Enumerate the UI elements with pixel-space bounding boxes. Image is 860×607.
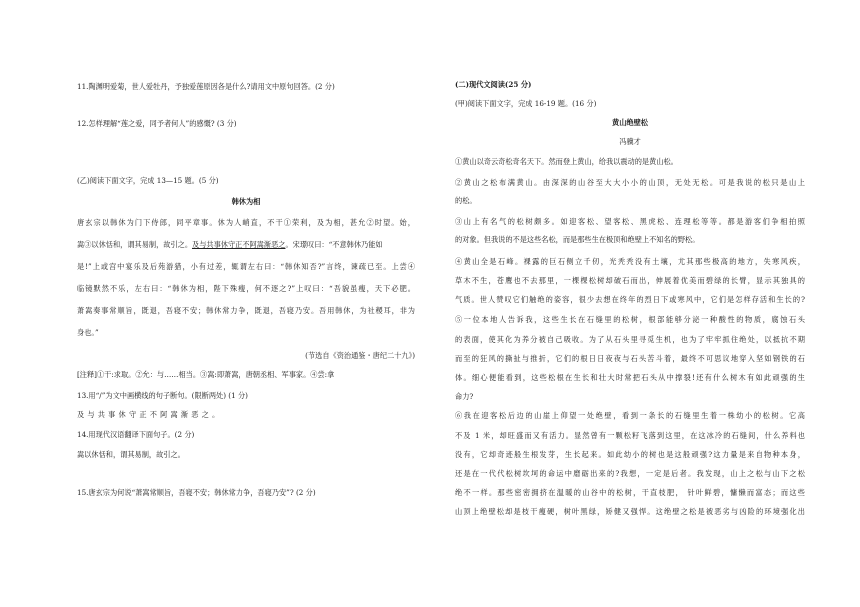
article-line: 还是在一代代松树坎坷的命运中磨砺出来的?我想，一定是后者。我发现，山上之松与山下之松	[455, 469, 805, 478]
article-line: 体。细心便能看到，这些松根在生长和壮大时常把石头从中撑裂!还有什么树木有如此顽强的生	[455, 373, 805, 382]
article-line: 山顶上绝壁松却是枝干瘦硬，树叶黑绿，矫健又强悍。这绝壁之松是被恶劣与凶险的环境强化出	[455, 507, 805, 516]
part-b-instruction: (乙)阅读下面文字，完成 13—15 题。(5 分)	[77, 176, 219, 185]
question-15: 15.唐玄宗为何说“萧嵩常顺旨，吾寝不安；韩休常力争，吾寝乃安”? (2 分)	[77, 488, 316, 497]
question-12: 12.怎样理解“莲之爱，同予者何人”的感慨? (3 分)	[77, 119, 237, 128]
passage-line-6: 身也。”	[77, 328, 99, 337]
question-14: 14.用现代汉语翻译下面句子。(2 分)	[77, 430, 195, 439]
underlined-sentence: 及与共事休守正不阿嵩渐恶之	[192, 240, 286, 249]
article-line: 命力?	[455, 392, 474, 401]
question-13: 13.用“/”为文中画横线的句子断句。(限断两处) (1 分)	[77, 391, 248, 400]
article-line: 不及 1 米，却旺盛而又有活力。显然曾有一颗松籽飞落到这里，在这冰冷的石缝间，什么养料也	[455, 431, 805, 440]
article-author: 冯骥才	[619, 137, 641, 146]
article-line: ①黄山以奇云奇松奇名天下。然而登上黄山，给我以震动的是黄山松。	[455, 157, 678, 166]
passage-source: (节选自《资治通鉴・唐纪二十九》)	[305, 351, 415, 360]
article-line: 没有，它却奇迹般生根发芽，生长起来。如此幼小的树也是这般顽强?这力量是来自物种本身，	[455, 450, 805, 459]
question-14-sentence: 嵩以休恬和，谓其易制，故引之。	[77, 450, 185, 459]
passage-line-3: 是!”上或宫中宴乐及后苑游猎，小有过差，辄谓左右曰：“韩休知否?”言终，谏疏已至。上尝④	[77, 262, 415, 271]
annotation-notes: [注释]①干:求取。②允：与……相当。③嵩:即萧嵩，唐朝丞相、军事家。④尝:拿	[77, 370, 335, 379]
article-line: ⑥我在迎客松后边的山崖上仰望一处绝壁，看到一条长的石缝里生着一株幼小的松树。它高	[455, 411, 805, 420]
article-line: 的对象。但我说的不是这些名松，而是那些生在极顶和绝壁上不知名的野松。	[455, 235, 700, 244]
question-11: 11.陶渊明爱菊，世人爱牡丹，予独爱莲原因各是什么?请用文中原句回答。(2 分)	[77, 82, 335, 91]
article-line: 的松。	[455, 196, 477, 205]
passage-line-2	[77, 240, 415, 249]
article-line: ③山上有名气的松树颇多。如迎客松、望客松、黑虎松、连理松等等。都是游客们争相拍照	[455, 217, 805, 226]
passage-line-5: 萧嵩奏事常顺旨，既退，吾寝不安；韩休常力争，既退，吾寝乃安。吾用韩休，为社稷耳，非为	[77, 306, 415, 315]
passage-line-1: 唐玄宗以韩休为门下侍郎，同平章事。休为人峭直，不干①荣利，及为相，甚允②时望。始，	[77, 218, 415, 227]
article-line: 草木不生，苍鹰也不去那里，一棵棵松树却破石而出，伸展着优美而碧绿的长臂，显示其独具的	[455, 276, 805, 285]
part-a-instruction: (甲)阅读下面文字，完成 16-19 题。(16 分)	[455, 99, 597, 108]
article-line: ②黄山之松布满黄山。由深深的山谷至大大小小的山顶，无处无松。可是我说的松只是山上	[455, 178, 805, 187]
section-heading: (二)现代文阅读(25 分)	[455, 80, 532, 89]
question-13-sentence: 及与共事休守正不阿嵩渐恶之。	[77, 410, 223, 419]
passage-line-2-start: 嵩③以休恬和，谓其易制，故引之。	[77, 240, 193, 249]
passage-line-2-end: 。宋璟叹曰：“不意韩休乃能如	[285, 240, 383, 249]
article-line: 气质。世人赞叹它们触绝的姿容，很少去想在终年的烈日下或寒风中，它们是怎样存活和生长的?	[455, 295, 805, 304]
article-line: 而至的狂风的撕扯与推折，它们的根日日夜夜与石头苦斗着，最终不可思议地穿入坚如钢铁的石	[455, 354, 805, 363]
article-line: ④黄山全是石峰。裸露的巨石侧立千仞，光秃秃没有土壤，尤其那些极高的地方，失寒风疾，	[455, 257, 805, 266]
passage-title: 韩休为相	[231, 197, 261, 206]
article-line: ⑤一位本地人告诉我，这些生长在石缝里的松树，根部能够分泌一种酸性的物质，腐蚀石头	[455, 315, 805, 324]
article-line: 绝不一样。那些密密拥挤在温暖的山谷中的松树，干直枝肥， 针叶鲜碧，慵懒而富态；而这些	[455, 488, 805, 497]
article-line: 的表面，使其化为养分被自己吸收。为了从石头里寻觅生机，也为了牢牢抓住绝处，以抵抗不期	[455, 335, 805, 344]
article-title: 黄山绝壁松	[612, 118, 648, 127]
passage-line-4: 临镜默然不乐，左右曰：“韩休为相，陛下殊瘦，何不逐之?”上叹曰：“吾貌虽瘦，天下必肥。	[77, 284, 415, 293]
